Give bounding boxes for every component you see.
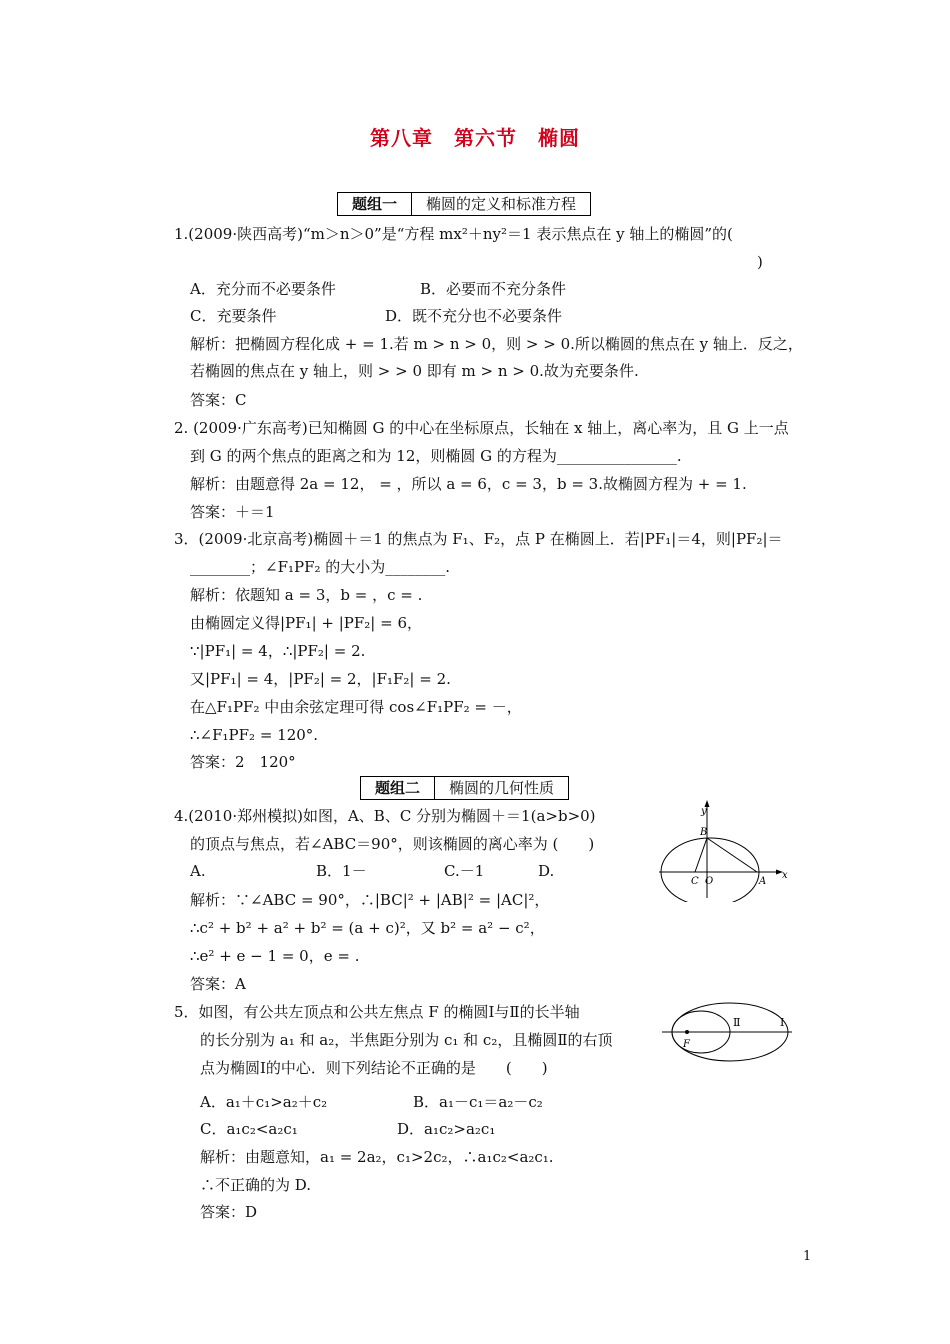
group2-header: [360, 776, 569, 800]
q5-stem-line2: 的长分别为 a₁ 和 a₂，半焦距分别为 c₁ 和 c₂，且椭圆Ⅱ的右顶: [200, 1031, 613, 1049]
q4-analysis-1: 解析：∵∠ABC = 90°，∴|BC|² + |AB|² = |AC|²，: [190, 891, 550, 909]
q1-analysis-line1: 解析：把椭圆方程化成 + = 1.若 m > n > 0，则 > > 0.所以椭圆的焦点在 y 轴上．反之，: [190, 335, 803, 353]
q5-option-b: B．a₁－c₁＝a₂－c₂: [413, 1093, 543, 1111]
q4-option-a: A.: [190, 862, 206, 880]
q4-ellipse-figure: [655, 798, 790, 902]
q3-answer: 答案：2 120°: [190, 753, 296, 771]
q1-analysis-line2: 若椭圆的焦点在 y 轴上，则 > > 0 即有 m > n > 0.故为充要条件.: [190, 362, 639, 380]
q3-analysis-2: 由椭圆定义得|PF₁| + |PF₂| = 6，: [190, 614, 422, 632]
q3-analysis-5: 在△F₁PF₂ 中由余弦定理可得 cos∠F₁PF₂ = －，: [190, 698, 522, 716]
q4-fig-label-c: C: [691, 876, 699, 887]
q1-paren: ): [757, 253, 763, 271]
q5-option-c: C．a₁c₂<a₂c₁: [200, 1120, 298, 1138]
q3-analysis-6: ∴∠F₁PF₂ = 120°.: [190, 726, 319, 744]
q5-fig-label-f: F: [683, 1039, 690, 1050]
q1-option-c: C．充要条件: [190, 307, 277, 325]
q4-analysis-2: ∴c² + b² + a² + b² = (a + c)²，又 b² = a² − c²，: [190, 919, 545, 937]
q4-option-c: C.－1: [444, 862, 485, 880]
q5-answer: 答案：D: [200, 1203, 258, 1221]
page-title: 第八章 第六节 椭圆: [370, 126, 580, 150]
q3-stem-line2: ________；∠F₁PF₂ 的大小为________.: [190, 558, 451, 576]
q5-option-d: D．a₁c₂>a₂c₁: [397, 1120, 496, 1138]
group2-topic: 椭圆的几何性质: [449, 779, 555, 797]
q5-stem-line1: 5．如图，有公共左顶点和公共左焦点 F 的椭圆Ⅰ与Ⅱ的长半轴: [174, 1003, 580, 1021]
q1-option-b: B．必要而不充分条件: [420, 280, 567, 298]
q1-option-a: A．充分而不必要条件: [190, 280, 336, 298]
q4-fig-label-a: A: [759, 876, 767, 887]
q2-analysis: 解析：由题意得 2a = 12， = ，所以 a = 6，c = 3，b = 3.故椭圆方程为 + = 1.: [190, 475, 747, 493]
q5-fig-label-i: Ⅰ: [780, 1016, 785, 1029]
q5-stem-line3: 点为椭圆Ⅰ的中心．则下列结论不正确的是 ( ): [200, 1059, 548, 1077]
group1-label: 题组一: [338, 193, 412, 215]
q3-analysis-4: 又|PF₁| = 4，|PF₂| = 2，|F₁F₂| = 2.: [190, 670, 451, 688]
q1-answer: 答案：C: [190, 391, 247, 409]
q1-option-d: D．既不充分也不必要条件: [385, 307, 563, 325]
q3-stem-line1: 3．(2009·北京高考)椭圆＋＝1 的焦点为 F₁、F₂，点 P 在椭圆上．若|PF₁|＝4，则|PF₂|＝: [174, 530, 783, 548]
group1-topic: 椭圆的定义和标准方程: [426, 195, 577, 213]
q4-stem-line1: 4.(2010·郑州模拟)如图，A、B、C 分别为椭圆＋＝1(a>b>0): [174, 807, 596, 825]
q4-fig-label-o: O: [705, 876, 714, 887]
q4-fig-label-b: B: [700, 827, 708, 838]
q5-option-a: A．a₁＋c₁>a₂＋c₂: [200, 1093, 328, 1111]
q5-ellipses-figure: [660, 996, 795, 1071]
q1-stem: 1.(2009·陕西高考)“m＞n＞0”是“方程 mx²＋ny²＝1 表示焦点在 y 轴上的椭圆”的(: [174, 225, 733, 243]
q2-answer: 答案：＋＝1: [190, 503, 275, 521]
q4-option-d: D.: [538, 862, 555, 880]
q4-analysis-3: ∴e² + e − 1 = 0，e = .: [190, 947, 360, 965]
q2-stem-line1: 2. (2009·广东高考)已知椭圆 G 的中心在坐标原点，长轴在 x 轴上，离心率为，且 G 上一点: [174, 419, 789, 437]
group1-header: [337, 192, 591, 216]
group2-label: 题组二: [361, 777, 435, 799]
page-number: 1: [803, 1249, 812, 1264]
q2-stem-line2: 到 G 的两个焦点的距离之和为 12，则椭圆 G 的方程为________________.: [190, 447, 682, 465]
q4-stem-line2: 的顶点与焦点，若∠ABC＝90°，则该椭圆的离心率为 ( ): [190, 835, 595, 853]
q3-analysis-3: ∵|PF₁| = 4，∴|PF₂| = 2.: [190, 642, 366, 660]
q4-option-b: B．1－: [316, 862, 367, 880]
q4-answer: 答案：A: [190, 975, 246, 993]
q5-analysis-1: 解析：由题意知，a₁ = 2a₂，c₁>2c₂，∴a₁c₂<a₂c₁.: [200, 1148, 554, 1166]
q3-analysis-1: 解析：依题知 a = 3，b = ，c = .: [190, 586, 423, 604]
q4-fig-label-y: y: [701, 806, 707, 817]
q5-fig-label-ii: Ⅱ: [733, 1016, 741, 1029]
q5-analysis-2: ∴不正确的为 D.: [200, 1176, 312, 1194]
q4-fig-label-x: x: [782, 870, 788, 881]
